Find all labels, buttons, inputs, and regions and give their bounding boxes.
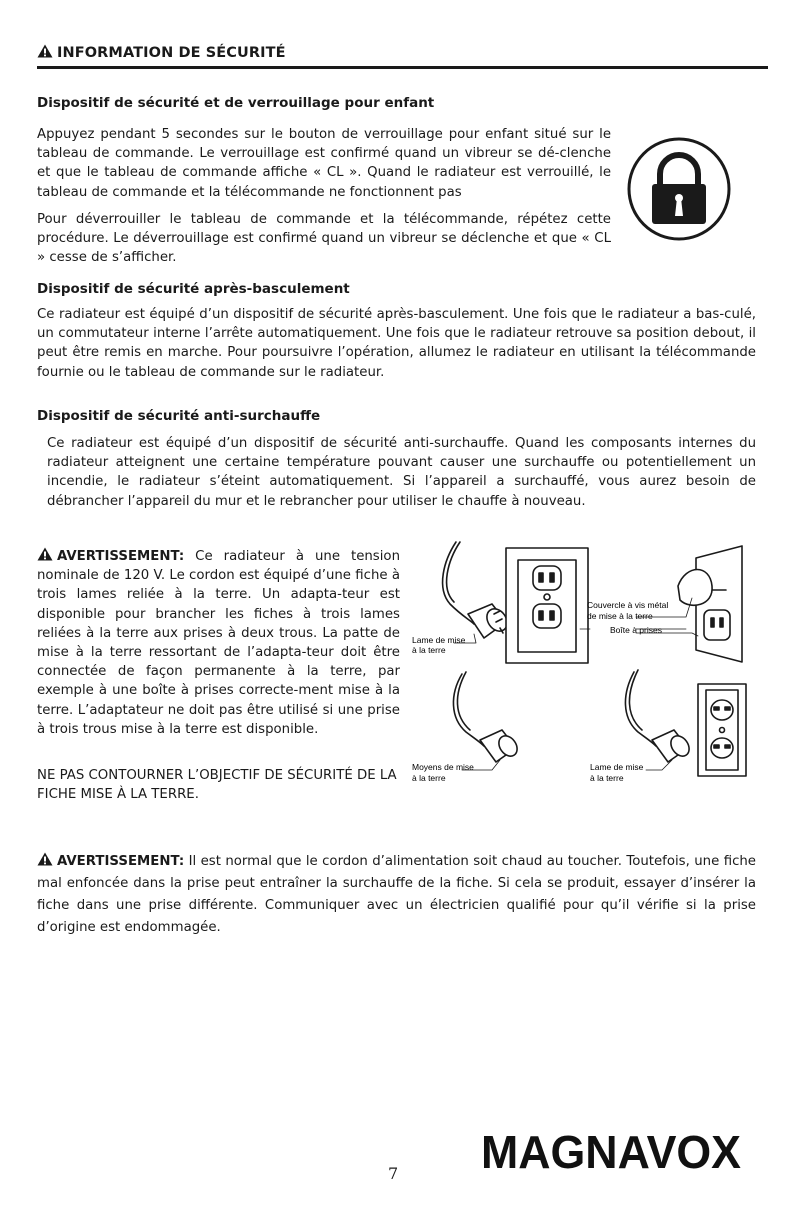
warning-label: AVERTISSEMENT: [57, 549, 185, 564]
grounding-diagram [410, 538, 758, 800]
warning-triangle-icon [37, 852, 53, 866]
caption-ground-blade-1b: à la terre [412, 645, 446, 655]
three-hole-outlet-illustration [698, 684, 746, 776]
caption-grounding-means-b: à la terre [412, 773, 446, 783]
warning-cord-heat-text: Il est normal que le cordon d’alimentation soit chaud au toucher. Toutefois, une fiche mal enfoncée dans la prise peut entraîner la surchauffe de la fiche. Si cela se produit, essayer d’insérer la fiche dans une prise différente. Communiquer avec un électricien qualifié pour qu’il vérifie si la prise d’origine est endommagée. [37, 854, 756, 935]
caption-outlet-box: Boîte à prises [610, 625, 662, 635]
caption-ground-blade-2b: à la terre [590, 773, 624, 783]
page-title-text: INFORMATION DE SÉCURITÉ [57, 45, 286, 61]
warning-voltage [37, 547, 400, 739]
grounding-notice: NE PAS CONTOURNER L’OBJECTIF DE SÉCURITÉ DE LA FICHE MISE À LA TERRE. [37, 768, 397, 803]
warning-triangle-icon [37, 547, 53, 561]
brand-logo-text: MAGNAVOX [481, 1128, 742, 1174]
overheat-para: Ce radiateur est équipé d’un dispositif de sécurité anti-surchauffe. Quand les composants internes du radiateur atteignent une certaine température pouvant causer une surchauffe ou potentiellement un incendie, le radiateur s’éteint automatiquement. Si l’appareil a surchauffé, vous aurez besoin de débrancher l’appareil du mur et le rebrancher pour utiliser le chauffe à nouveau. [47, 436, 756, 509]
tip-over-para: Ce radiateur est équipé d’un dispositif de sécurité après-basculement. Une fois que le radiateur a bas-culé, un commutateur interne l’arrête automatiquement. Une fois que le radiateur retrouve sa position debout, il peut être remis en marche. Pour poursuivre l’opération, allumez le radiateur en utilisant la télécommande fournie ou le tableau de commande sur le radiateur. [37, 307, 756, 380]
tip-over-heading: Dispositif de sécurité après-basculement [37, 281, 350, 297]
warning-triangle-icon [37, 44, 53, 58]
caption-cover-screw: Couvercle à vis métal [587, 600, 669, 610]
plug-illustration-left [453, 672, 520, 762]
overheat-heading: Dispositif de sécurité anti-surchauffe [37, 408, 321, 424]
page-title [37, 44, 286, 61]
caption-ground-blade-2: Lame de mise [590, 762, 644, 772]
child-lock-heading: Dispositif de sécurité et de verrouillage pour enfant [37, 95, 435, 111]
child-lock-para-2: Pour déverrouiller le tableau de commande et la télécommande, répétez cette procédure. Le déverrouillage est confirmé quand un vibreur se déclenche et que « CL » cesse de s’afficher. [37, 212, 611, 266]
child-lock-para-1: Appuyez pendant 5 secondes sur le bouton de verrouillage pour enfant situé sur le tableau de commande. Le verrouillage est confirmé quand un vibreur se dé-clenche et que le tableau de commande affiche « CL ». Quand le radiateur est verrouillé, le tableau de commande et la télécommande ne fonctionnent pas [37, 127, 611, 200]
magnavox-logo [480, 1128, 742, 1174]
adapter-wall-illustration [678, 546, 742, 662]
grounded-plug-illustration [443, 542, 512, 638]
padlock-icon [626, 136, 732, 242]
warning-voltage-text: Ce radiateur à une tension nominale de 120 V. Le cordon est équipé d’une fiche à trois lames reliée à la terre. Un adapta-teur est disponible pour brancher les fiches à trois lames reliées à la terre aux prises à deux trous. La patte de mise à la terre ressortant de l’adapta-teur doit être connectée de façon permanente à la terre, par exemple à une boîte à prises correcte-ment mise à la terre. L’adaptateur ne doit pas être utilisé si une prise à trois trous mise à la terre est disponible. [37, 549, 400, 737]
caption-grounding-means: Moyens de mise [412, 762, 474, 772]
warning-cord-heat [37, 851, 756, 939]
caption-cover-screw-b: de mise à la terre [587, 611, 653, 621]
header-divider [37, 66, 768, 69]
page-number: 7 [388, 1164, 399, 1183]
outlet-plate-illustration [506, 548, 588, 663]
caption-ground-blade-1: Lame de mise [412, 635, 466, 645]
plug-illustration-right [625, 670, 692, 762]
warning-label: AVERTISSEMENT: [57, 854, 185, 869]
